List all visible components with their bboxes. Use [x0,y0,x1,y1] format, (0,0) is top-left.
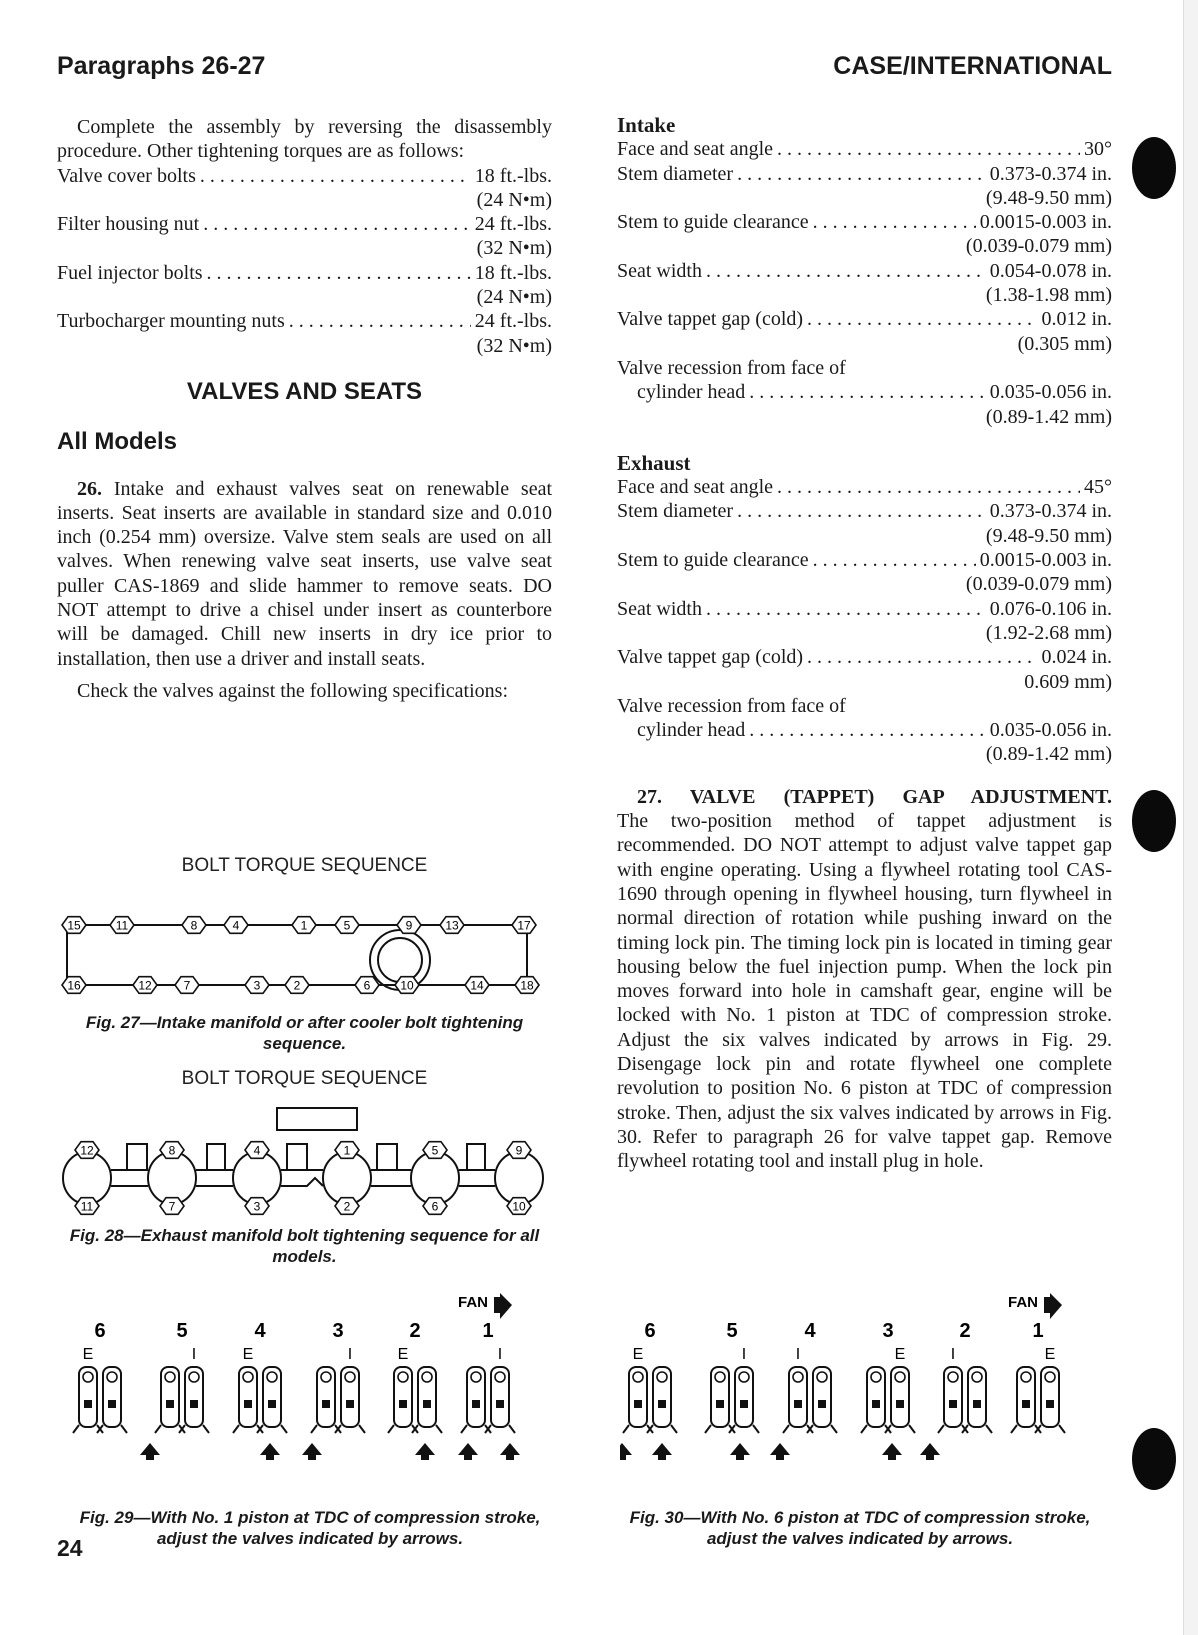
figure-caption: Fig. 28—Exhaust manifold bolt tightening sequence for all models. [69,1226,540,1266]
exhaust-recession: Valve recession from face of cylinder head . . . 0.035-0.056 in. (0.89-1.42 mm) [617,694,1112,767]
bolt-label [75,1142,99,1159]
svg-text:6: 6 [644,1320,656,1342]
page-edge [1183,0,1198,1635]
figure-caption: Fig. 30—With No. 6 piston at TDC of compression stroke, adjust the valves indicated by arrows. [629,1508,1091,1548]
rocker-arm [1011,1367,1041,1433]
valve-letter: E [82,1346,94,1363]
rocker-arm [807,1367,837,1433]
bolt-label [160,1142,184,1159]
torque-row: Valve cover bolts . . . 18 ft.-lbs. [57,164,552,188]
bolt-label [507,1142,531,1159]
rocker-arm [623,1367,653,1433]
rocker-arm [485,1367,515,1433]
arrow-stem [266,1455,274,1460]
valve-letter: I [795,1346,801,1363]
bolt-label [245,977,269,994]
valve-arrangement-no1-tdc [70,1285,550,1510]
rocker-arm [233,1367,263,1433]
svg-text:7: 7 [168,1199,176,1214]
spec-row: Stem to guide clearance . . . 0.0015-0.003 in. [617,548,1112,572]
valve-letter: E [397,1346,409,1363]
paragraph-27: 27. VALVE (TAPPET) GAP ADJUSTMENT. The two-position method of tappet adjustment is recommended. DO NOT attempt to adjust valve tappet gap with engine operating. Using a flywheel rotating tool CAS-1690 through opening in flywheel housing, turn flywheel in normal direction of rotation while pushing inward on the timing lock pin. The timing lock pin is located in timing gear housing below the fuel injection pump. When the lock pin moves forward into hole in camshaft gear, engine will be locked with No. 1 piston at TDC of compression stroke. Adjust the six valves indicated by arrows in Fig. 29. Disengage lock pin and rotate flywheel one complete revolution to position No. 6 piston at TDC of compression stroke. Then, adjust the six valves indicated by arrows in Fig. 30. Refer to paragraph 26 for valve tappet gap. Remove flywheel rotating tool and install plug in hole. [617,785,1112,1173]
arrow-stem [620,1455,626,1460]
svg-text:6: 6 [363,978,371,993]
rocker-arm [938,1367,968,1433]
running-header-right: CASE/INTERNATIONAL [833,52,1112,80]
svg-text:5: 5 [726,1320,738,1342]
svg-text:17: 17 [517,918,531,933]
bolt-label [355,977,379,994]
figure-28 [57,1068,552,1267]
svg-text:1: 1 [300,918,308,933]
svg-text:12: 12 [80,1143,94,1158]
bolt-label [397,917,421,934]
arrow-up-icon [882,1443,902,1455]
spec-metric: (1.92-2.68 mm) [985,621,1112,644]
exhaust-heading: Exhaust [617,450,691,475]
bolt-label [515,977,539,994]
rocker-arm [885,1367,915,1433]
svg-text:7: 7 [183,978,191,993]
bolt-label [512,917,536,934]
spec-metric: (0.039-0.079 mm) [965,235,1112,258]
svg-text:5: 5 [431,1143,439,1158]
arrow-stem [308,1455,316,1460]
bolt-label [335,917,359,934]
rocker-arm [73,1367,103,1433]
rocker-arm [97,1367,127,1433]
spec-metric: 0.609 mm) [1024,670,1112,693]
rocker-arm [179,1367,209,1433]
svg-text:8: 8 [168,1143,176,1158]
svg-text:9: 9 [515,1143,523,1158]
rocker-arm [257,1367,287,1433]
torque-metric: (32 N•m) [476,237,552,260]
spec-metric: (0.039-0.079 mm) [965,573,1112,596]
exhaust-spec-list [617,475,1112,694]
cylinder-4 [233,1320,287,1433]
arrow-stem [421,1455,429,1460]
intake-spec-list [617,137,1112,356]
rocker-arm [783,1367,813,1433]
torque-metric: (24 N•m) [476,188,552,211]
bolt-label [62,977,86,994]
cylinder-1 [461,1320,515,1433]
check-paragraph: Check the valves against the following specifications: [77,679,508,702]
arrow-stem [658,1455,666,1460]
arrow-up-icon [302,1443,322,1455]
svg-text:3: 3 [253,978,261,993]
valve-letter: I [497,1346,503,1363]
torque-row: Fuel injector bolts . . . 18 ft.-lbs. [57,261,552,285]
arrow-up-icon [415,1443,435,1455]
arrow-stem [926,1455,934,1460]
spec-metric: (9.48-9.50 mm) [985,186,1112,209]
rocker-arm [461,1367,491,1433]
rocker-arm [861,1367,891,1433]
valve-letter: I [347,1346,353,1363]
svg-text:3: 3 [882,1320,894,1342]
cylinder-2 [938,1320,992,1433]
cylinder-3 [311,1320,365,1433]
rocker-arm [388,1367,418,1433]
bolt-label [292,917,316,934]
right-column [617,113,1112,1173]
spec-row: Valve tappet gap (cold) . . . 0.024 in. [617,645,1112,669]
rocker-arm [647,1367,677,1433]
valve-arrangement-no6-tdc [620,1285,1100,1510]
intake-recession: Valve recession from face of cylinder head . . . 0.035-0.056 in. (0.89-1.42 mm) [617,356,1112,429]
figure-title: BOLT TORQUE SEQUENCE [181,1068,428,1089]
spec-metric: (9.48-9.50 mm) [985,524,1112,547]
torque-row: Turbocharger mounting nuts . . . 24 ft.-lbs. [57,309,552,333]
svg-text:15: 15 [67,918,81,933]
bolt-label [245,1142,269,1159]
svg-text:FAN: FAN [458,1294,488,1311]
exhaust-manifold-diagram [57,1090,552,1220]
bolt-label [133,977,157,994]
bolt-label [440,917,464,934]
section-title: VALVES AND SEATS [186,377,423,405]
arrow-up-icon [920,1443,940,1455]
arrow-up-icon [730,1443,750,1455]
valve-letter: E [242,1346,254,1363]
svg-text:18: 18 [520,978,534,993]
spec-metric: (1.38-1.98 mm) [985,284,1112,307]
paragraph-27-heading: 27. VALVE (TAPPET) GAP ADJUSTMENT. [637,785,1112,808]
subsection-title: All Models [57,428,178,456]
arrow-up-icon [500,1443,520,1455]
cylinder-5 [155,1320,209,1433]
rocker-arm [155,1367,185,1433]
rocker-arm [729,1367,759,1433]
fan-direction [458,1293,512,1319]
intake-manifold-diagram [57,877,552,1007]
rocker-arm [335,1367,365,1433]
bolt-label [507,1198,531,1215]
spec-row: Stem to guide clearance . . . 0.0015-0.003 in. [617,210,1112,234]
binder-hole [1132,790,1176,852]
bolt-label [423,1142,447,1159]
bolt-label [182,917,206,934]
spec-row: Stem diameter . . . 0.373-0.374 in. [617,162,1112,186]
svg-text:4: 4 [232,918,240,933]
torque-metric: (24 N•m) [476,286,552,309]
paragraph-26: 26. Intake and exhaust valves seat on renewable seat inserts. Seat inserts are available in standard size and 0.010 inch (0.254 mm) oversize. Valve stem seals are used on all valves. When renewing valve seat inserts, use valve seat puller CAS-1869 and slide hammer to remove seats. DO NOT attempt to drive a chisel under insert as counterbore will be damaged. Chill new inserts in dry ice prior to installation, then use a driver and install seats. [57,477,553,670]
bolt-label [75,1198,99,1215]
svg-text:9: 9 [405,918,413,933]
svg-text:8: 8 [190,918,198,933]
valve-letter: E [632,1346,644,1363]
bolt-label [423,1198,447,1215]
intake-heading: Intake [617,113,676,137]
arrow-stem [464,1455,472,1460]
bolt-label [160,1198,184,1215]
spec-row: Face and seat angle . . . 30° [617,137,1112,161]
left-column [57,115,552,703]
bolt-label [62,917,86,934]
figure-27 [57,855,552,1054]
binder-hole [1132,1428,1176,1490]
arrow-stem [736,1455,744,1460]
cylinder-5 [705,1320,759,1433]
svg-text:12: 12 [138,978,152,993]
rocker-arm [412,1367,442,1433]
svg-text:5: 5 [176,1320,188,1342]
svg-text:1: 1 [343,1143,351,1158]
arrow-up-icon [458,1443,478,1455]
rocker-arm [962,1367,992,1433]
valve-letter: E [1044,1346,1056,1363]
arrow-up-icon [140,1443,160,1455]
spec-row: Seat width . . . 0.076-0.106 in. [617,597,1112,621]
svg-text:10: 10 [400,978,414,993]
cylinder-3 [861,1320,915,1433]
bolt-label [175,977,199,994]
cylinder-2 [388,1320,442,1433]
spec-row: Valve tappet gap (cold) . . . 0.012 in. [617,307,1112,331]
svg-text:2: 2 [343,1199,351,1214]
valve-letter: I [741,1346,747,1363]
arrow-stem [146,1455,154,1460]
figure-caption: Fig. 27—Intake manifold or after cooler bolt tightening sequence. [85,1013,524,1053]
cylinder-6 [623,1320,677,1433]
svg-text:2: 2 [293,978,301,993]
figure-30 [620,1285,1100,1549]
arrow-stem [776,1455,784,1460]
arrow-stem [888,1455,896,1460]
bolt-label [110,917,134,934]
paragraph-number: 26. [77,477,102,500]
cylinder-1 [1011,1320,1065,1433]
binder-hole [1132,137,1176,199]
svg-text:13: 13 [445,918,459,933]
bolt-label [224,917,248,934]
figure-caption: Fig. 29—With No. 1 piston at TDC of compression stroke, adjust the valves indicated by arrows. [79,1508,541,1548]
torque-row: Filter housing nut . . . 24 ft.-lbs. [57,212,552,236]
page-number: 24 [57,1535,83,1561]
arrow-up-icon [770,1443,790,1455]
spec-row: Stem diameter . . . 0.373-0.374 in. [617,499,1112,523]
bolt-label [465,977,489,994]
svg-text:11: 11 [80,1199,94,1214]
torque-spec-list [57,164,552,358]
bolt-label [245,1198,269,1215]
spec-row: Seat width . . . 0.054-0.078 in. [617,259,1112,283]
svg-text:4: 4 [253,1143,261,1158]
intro-paragraph: Complete the assembly by reversing the disassembly procedure. Other tightening torques are as follows: [57,116,552,163]
arrow-up-icon [652,1443,672,1455]
arrow-up-icon [620,1443,632,1455]
svg-text:10: 10 [512,1199,526,1214]
figure-29 [70,1285,550,1549]
spec-row: Face and seat angle . . . 45° [617,475,1112,499]
rocker-arm [1035,1367,1065,1433]
cylinder-4 [783,1320,837,1433]
cylinder-6 [73,1320,127,1433]
svg-text:5: 5 [343,918,351,933]
rocker-arm [705,1367,735,1433]
running-header-left: Paragraphs 26-27 [57,52,266,80]
bolt-label [335,1198,359,1215]
svg-text:6: 6 [431,1199,439,1214]
arrow-right-icon [500,1293,512,1319]
svg-text:1: 1 [1032,1320,1044,1342]
svg-text:FAN: FAN [1008,1294,1038,1311]
svg-text:4: 4 [254,1320,266,1342]
svg-text:2: 2 [959,1320,971,1342]
spec-metric: (0.305 mm) [1017,332,1112,355]
svg-text:11: 11 [115,918,129,933]
bolt-label [285,977,309,994]
arrow-up-icon [260,1443,280,1455]
svg-text:14: 14 [470,978,484,993]
arrow-stem [506,1455,514,1460]
valve-letter: I [191,1346,197,1363]
svg-text:2: 2 [409,1320,421,1342]
figure-title: BOLT TORQUE SEQUENCE [181,855,428,876]
bolt-label [335,1142,359,1159]
arrow-right-icon [1050,1293,1062,1319]
fan-direction [1008,1293,1062,1319]
rocker-arm [311,1367,341,1433]
svg-text:3: 3 [253,1199,261,1214]
svg-text:6: 6 [94,1320,106,1342]
valve-letter: E [894,1346,906,1363]
valve-letter: I [950,1346,956,1363]
svg-text:3: 3 [332,1320,344,1342]
svg-text:1: 1 [482,1320,494,1342]
svg-text:4: 4 [804,1320,816,1342]
torque-metric: (32 N•m) [476,334,552,357]
svg-text:16: 16 [67,978,81,993]
bolt-label [395,977,419,994]
